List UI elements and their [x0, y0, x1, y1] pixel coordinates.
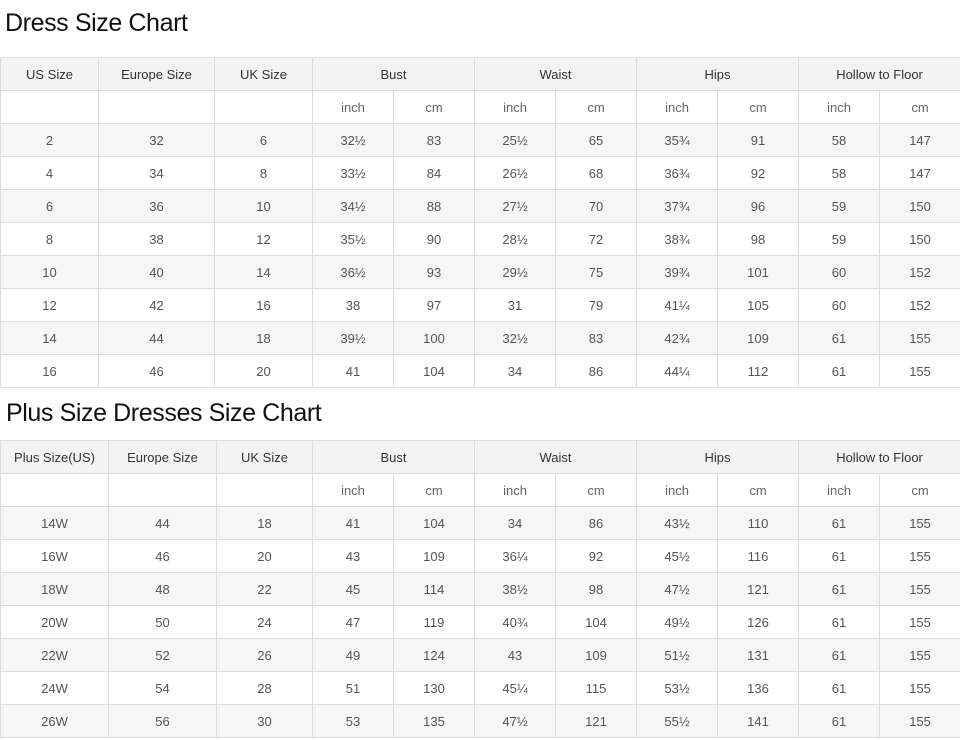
table-cell: 155 [880, 606, 960, 639]
table-cell: 112 [718, 355, 799, 388]
table-cell: 38 [99, 223, 215, 256]
table-cell: 33½ [313, 157, 394, 190]
table-cell: 45¼ [475, 672, 556, 705]
table-cell: 24 [217, 606, 313, 639]
table-cell: 29½ [475, 256, 556, 289]
table-cell: 110 [718, 507, 799, 540]
unit-label: inch [799, 474, 880, 507]
table-cell: 98 [718, 223, 799, 256]
table-cell: 101 [718, 256, 799, 289]
unit-label: inch [475, 474, 556, 507]
table-cell: 93 [394, 256, 475, 289]
table-cell: 155 [880, 672, 960, 705]
table-cell: 84 [394, 157, 475, 190]
table-cell: 115 [556, 672, 637, 705]
table-cell: 61 [799, 540, 880, 573]
table-cell: 61 [799, 639, 880, 672]
table-cell: 104 [394, 507, 475, 540]
table-cell: 90 [394, 223, 475, 256]
table-cell: 105 [718, 289, 799, 322]
unit-label: inch [799, 91, 880, 124]
table-cell: 28½ [475, 223, 556, 256]
table-cell: 119 [394, 606, 475, 639]
table-cell: 44 [99, 322, 215, 355]
table-cell: 6 [1, 190, 99, 223]
unit-label: inch [475, 91, 556, 124]
table-cell: 104 [394, 355, 475, 388]
table-cell: 25½ [475, 124, 556, 157]
table-row [1, 705, 960, 738]
table-cell: 38½ [475, 573, 556, 606]
table-cell: 44¼ [637, 355, 718, 388]
unit-label: cm [880, 474, 960, 507]
table-cell: 131 [718, 639, 799, 672]
table-cell: 59 [799, 190, 880, 223]
table-cell: 42 [99, 289, 215, 322]
table-cell: 98 [556, 573, 637, 606]
table-cell: 28 [217, 672, 313, 705]
table-cell: 136 [718, 672, 799, 705]
table-cell: 46 [109, 540, 217, 573]
table-cell: 121 [556, 705, 637, 738]
table-cell: 16 [215, 289, 313, 322]
table-cell: 54 [109, 672, 217, 705]
table-cell: 45½ [637, 540, 718, 573]
table-cell: 35¾ [637, 124, 718, 157]
table-cell: 49½ [637, 606, 718, 639]
table-cell: 109 [394, 540, 475, 573]
table-cell: 34½ [313, 190, 394, 223]
column-header: Waist [475, 441, 637, 474]
table-cell: 14 [1, 322, 99, 355]
table-cell: 65 [556, 124, 637, 157]
table-cell: 36¾ [637, 157, 718, 190]
table-cell: 41¼ [637, 289, 718, 322]
table-cell: 86 [556, 355, 637, 388]
table-row [1, 639, 960, 672]
table-cell: 72 [556, 223, 637, 256]
table-cell: 55½ [637, 705, 718, 738]
table-cell: 96 [718, 190, 799, 223]
table-cell: 61 [799, 672, 880, 705]
header-row [1, 58, 960, 91]
table-cell: 38 [313, 289, 394, 322]
table-cell: 46 [99, 355, 215, 388]
table-cell: 61 [799, 322, 880, 355]
unit-label: inch [637, 474, 718, 507]
table-cell: 8 [215, 157, 313, 190]
table-cell: 109 [556, 639, 637, 672]
table-cell: 35½ [313, 223, 394, 256]
table-cell: 40 [99, 256, 215, 289]
table-cell: 104 [556, 606, 637, 639]
table-cell: 70 [556, 190, 637, 223]
table-cell: 34 [99, 157, 215, 190]
table-cell: 24W [1, 672, 109, 705]
unit-label: inch [637, 91, 718, 124]
table-cell: 152 [880, 289, 960, 322]
unit-label: cm [718, 91, 799, 124]
table-cell: 36¼ [475, 540, 556, 573]
table-cell: 135 [394, 705, 475, 738]
dress-size-table [0, 57, 960, 388]
empty-cell [99, 91, 215, 124]
table-cell: 150 [880, 223, 960, 256]
table-cell: 61 [799, 573, 880, 606]
table-cell: 18W [1, 573, 109, 606]
table-cell: 36½ [313, 256, 394, 289]
table-row [1, 190, 960, 223]
table-row [1, 540, 960, 573]
table-cell: 150 [880, 190, 960, 223]
unit-row [1, 91, 960, 124]
table-cell: 50 [109, 606, 217, 639]
table-cell: 12 [1, 289, 99, 322]
table-cell: 155 [880, 355, 960, 388]
table-cell: 8 [1, 223, 99, 256]
table-cell: 79 [556, 289, 637, 322]
table-cell: 30 [217, 705, 313, 738]
unit-label: cm [394, 91, 475, 124]
table-cell: 155 [880, 639, 960, 672]
table-cell: 121 [718, 573, 799, 606]
unit-label: inch [313, 474, 394, 507]
table-cell: 58 [799, 124, 880, 157]
table-cell: 92 [556, 540, 637, 573]
table-cell: 18 [217, 507, 313, 540]
table-row [1, 573, 960, 606]
table-cell: 4 [1, 157, 99, 190]
table-cell: 155 [880, 573, 960, 606]
table-cell: 10 [215, 190, 313, 223]
table-cell: 58 [799, 157, 880, 190]
table-cell: 59 [799, 223, 880, 256]
table-row [1, 223, 960, 256]
table-cell: 10 [1, 256, 99, 289]
table-cell: 61 [799, 355, 880, 388]
table-cell: 20 [217, 540, 313, 573]
table-row [1, 256, 960, 289]
table-cell: 51 [313, 672, 394, 705]
unit-label: cm [880, 91, 960, 124]
table-cell: 36 [99, 190, 215, 223]
plus-chart-title: Plus Size Dresses Size Chart [6, 399, 322, 427]
column-header: Hips [637, 441, 799, 474]
table-row [1, 672, 960, 705]
table-cell: 44 [109, 507, 217, 540]
table-cell: 83 [394, 124, 475, 157]
table-cell: 32 [99, 124, 215, 157]
column-header: Hollow to Floor [799, 441, 960, 474]
table-row [1, 355, 960, 388]
column-header: Waist [475, 58, 637, 91]
table-cell: 61 [799, 507, 880, 540]
table-cell: 155 [880, 540, 960, 573]
table-cell: 126 [718, 606, 799, 639]
table-cell: 47½ [475, 705, 556, 738]
table-cell: 124 [394, 639, 475, 672]
column-header: Bust [313, 58, 475, 91]
table-cell: 49 [313, 639, 394, 672]
table-cell: 22 [217, 573, 313, 606]
table-cell: 45 [313, 573, 394, 606]
unit-label: cm [556, 474, 637, 507]
table-cell: 39¾ [637, 256, 718, 289]
column-header: UK Size [215, 58, 313, 91]
column-header: Hips [637, 58, 799, 91]
table-row [1, 606, 960, 639]
table-cell: 86 [556, 507, 637, 540]
column-header: Hollow to Floor [799, 58, 960, 91]
plus-size-table [0, 440, 960, 738]
table-cell: 34 [475, 355, 556, 388]
table-cell: 68 [556, 157, 637, 190]
table-cell: 56 [109, 705, 217, 738]
table-cell: 39½ [313, 322, 394, 355]
table-cell: 43½ [637, 507, 718, 540]
unit-label: cm [394, 474, 475, 507]
table-cell: 155 [880, 705, 960, 738]
table-cell: 6 [215, 124, 313, 157]
table-cell: 32½ [475, 322, 556, 355]
table-cell: 52 [109, 639, 217, 672]
table-row [1, 289, 960, 322]
table-cell: 47½ [637, 573, 718, 606]
table-cell: 147 [880, 124, 960, 157]
table-cell: 48 [109, 573, 217, 606]
unit-label: cm [718, 474, 799, 507]
table-cell: 75 [556, 256, 637, 289]
table-row [1, 507, 960, 540]
table-cell: 147 [880, 157, 960, 190]
table-cell: 53½ [637, 672, 718, 705]
unit-row [1, 474, 960, 507]
table-cell: 152 [880, 256, 960, 289]
table-cell: 27½ [475, 190, 556, 223]
table-cell: 14 [215, 256, 313, 289]
table-cell: 38¾ [637, 223, 718, 256]
table-cell: 109 [718, 322, 799, 355]
table-row [1, 124, 960, 157]
table-cell: 43 [475, 639, 556, 672]
empty-cell [1, 91, 99, 124]
table-cell: 41 [313, 507, 394, 540]
table-row [1, 322, 960, 355]
table-cell: 26W [1, 705, 109, 738]
column-header: US Size [1, 58, 99, 91]
table-cell: 20 [215, 355, 313, 388]
unit-label: cm [556, 91, 637, 124]
table-cell: 20W [1, 606, 109, 639]
unit-label: inch [313, 91, 394, 124]
table-cell: 26 [217, 639, 313, 672]
table-cell: 37¾ [637, 190, 718, 223]
table-cell: 12 [215, 223, 313, 256]
table-cell: 155 [880, 322, 960, 355]
empty-cell [217, 474, 313, 507]
table-cell: 16W [1, 540, 109, 573]
table-cell: 155 [880, 507, 960, 540]
table-cell: 22W [1, 639, 109, 672]
empty-cell [1, 474, 109, 507]
table-cell: 14W [1, 507, 109, 540]
table-cell: 130 [394, 672, 475, 705]
table-cell: 43 [313, 540, 394, 573]
table-cell: 51½ [637, 639, 718, 672]
table-cell: 61 [799, 606, 880, 639]
table-cell: 18 [215, 322, 313, 355]
table-cell: 41 [313, 355, 394, 388]
table-cell: 83 [556, 322, 637, 355]
table-cell: 92 [718, 157, 799, 190]
table-cell: 47 [313, 606, 394, 639]
empty-cell [109, 474, 217, 507]
column-header: Bust [313, 441, 475, 474]
table-row [1, 157, 960, 190]
table-cell: 60 [799, 256, 880, 289]
column-header: Plus Size(US) [1, 441, 109, 474]
table-cell: 34 [475, 507, 556, 540]
header-row [1, 441, 960, 474]
column-header: Europe Size [109, 441, 217, 474]
table-cell: 40¾ [475, 606, 556, 639]
table-cell: 116 [718, 540, 799, 573]
table-cell: 42¾ [637, 322, 718, 355]
column-header: UK Size [217, 441, 313, 474]
table-cell: 97 [394, 289, 475, 322]
table-cell: 88 [394, 190, 475, 223]
table-cell: 32½ [313, 124, 394, 157]
empty-cell [215, 91, 313, 124]
column-header: Europe Size [99, 58, 215, 91]
table-cell: 2 [1, 124, 99, 157]
dress-chart-title: Dress Size Chart [5, 9, 188, 37]
table-cell: 31 [475, 289, 556, 322]
table-cell: 53 [313, 705, 394, 738]
table-cell: 91 [718, 124, 799, 157]
table-cell: 100 [394, 322, 475, 355]
table-cell: 60 [799, 289, 880, 322]
table-cell: 114 [394, 573, 475, 606]
table-cell: 61 [799, 705, 880, 738]
table-cell: 16 [1, 355, 99, 388]
table-cell: 141 [718, 705, 799, 738]
table-cell: 26½ [475, 157, 556, 190]
